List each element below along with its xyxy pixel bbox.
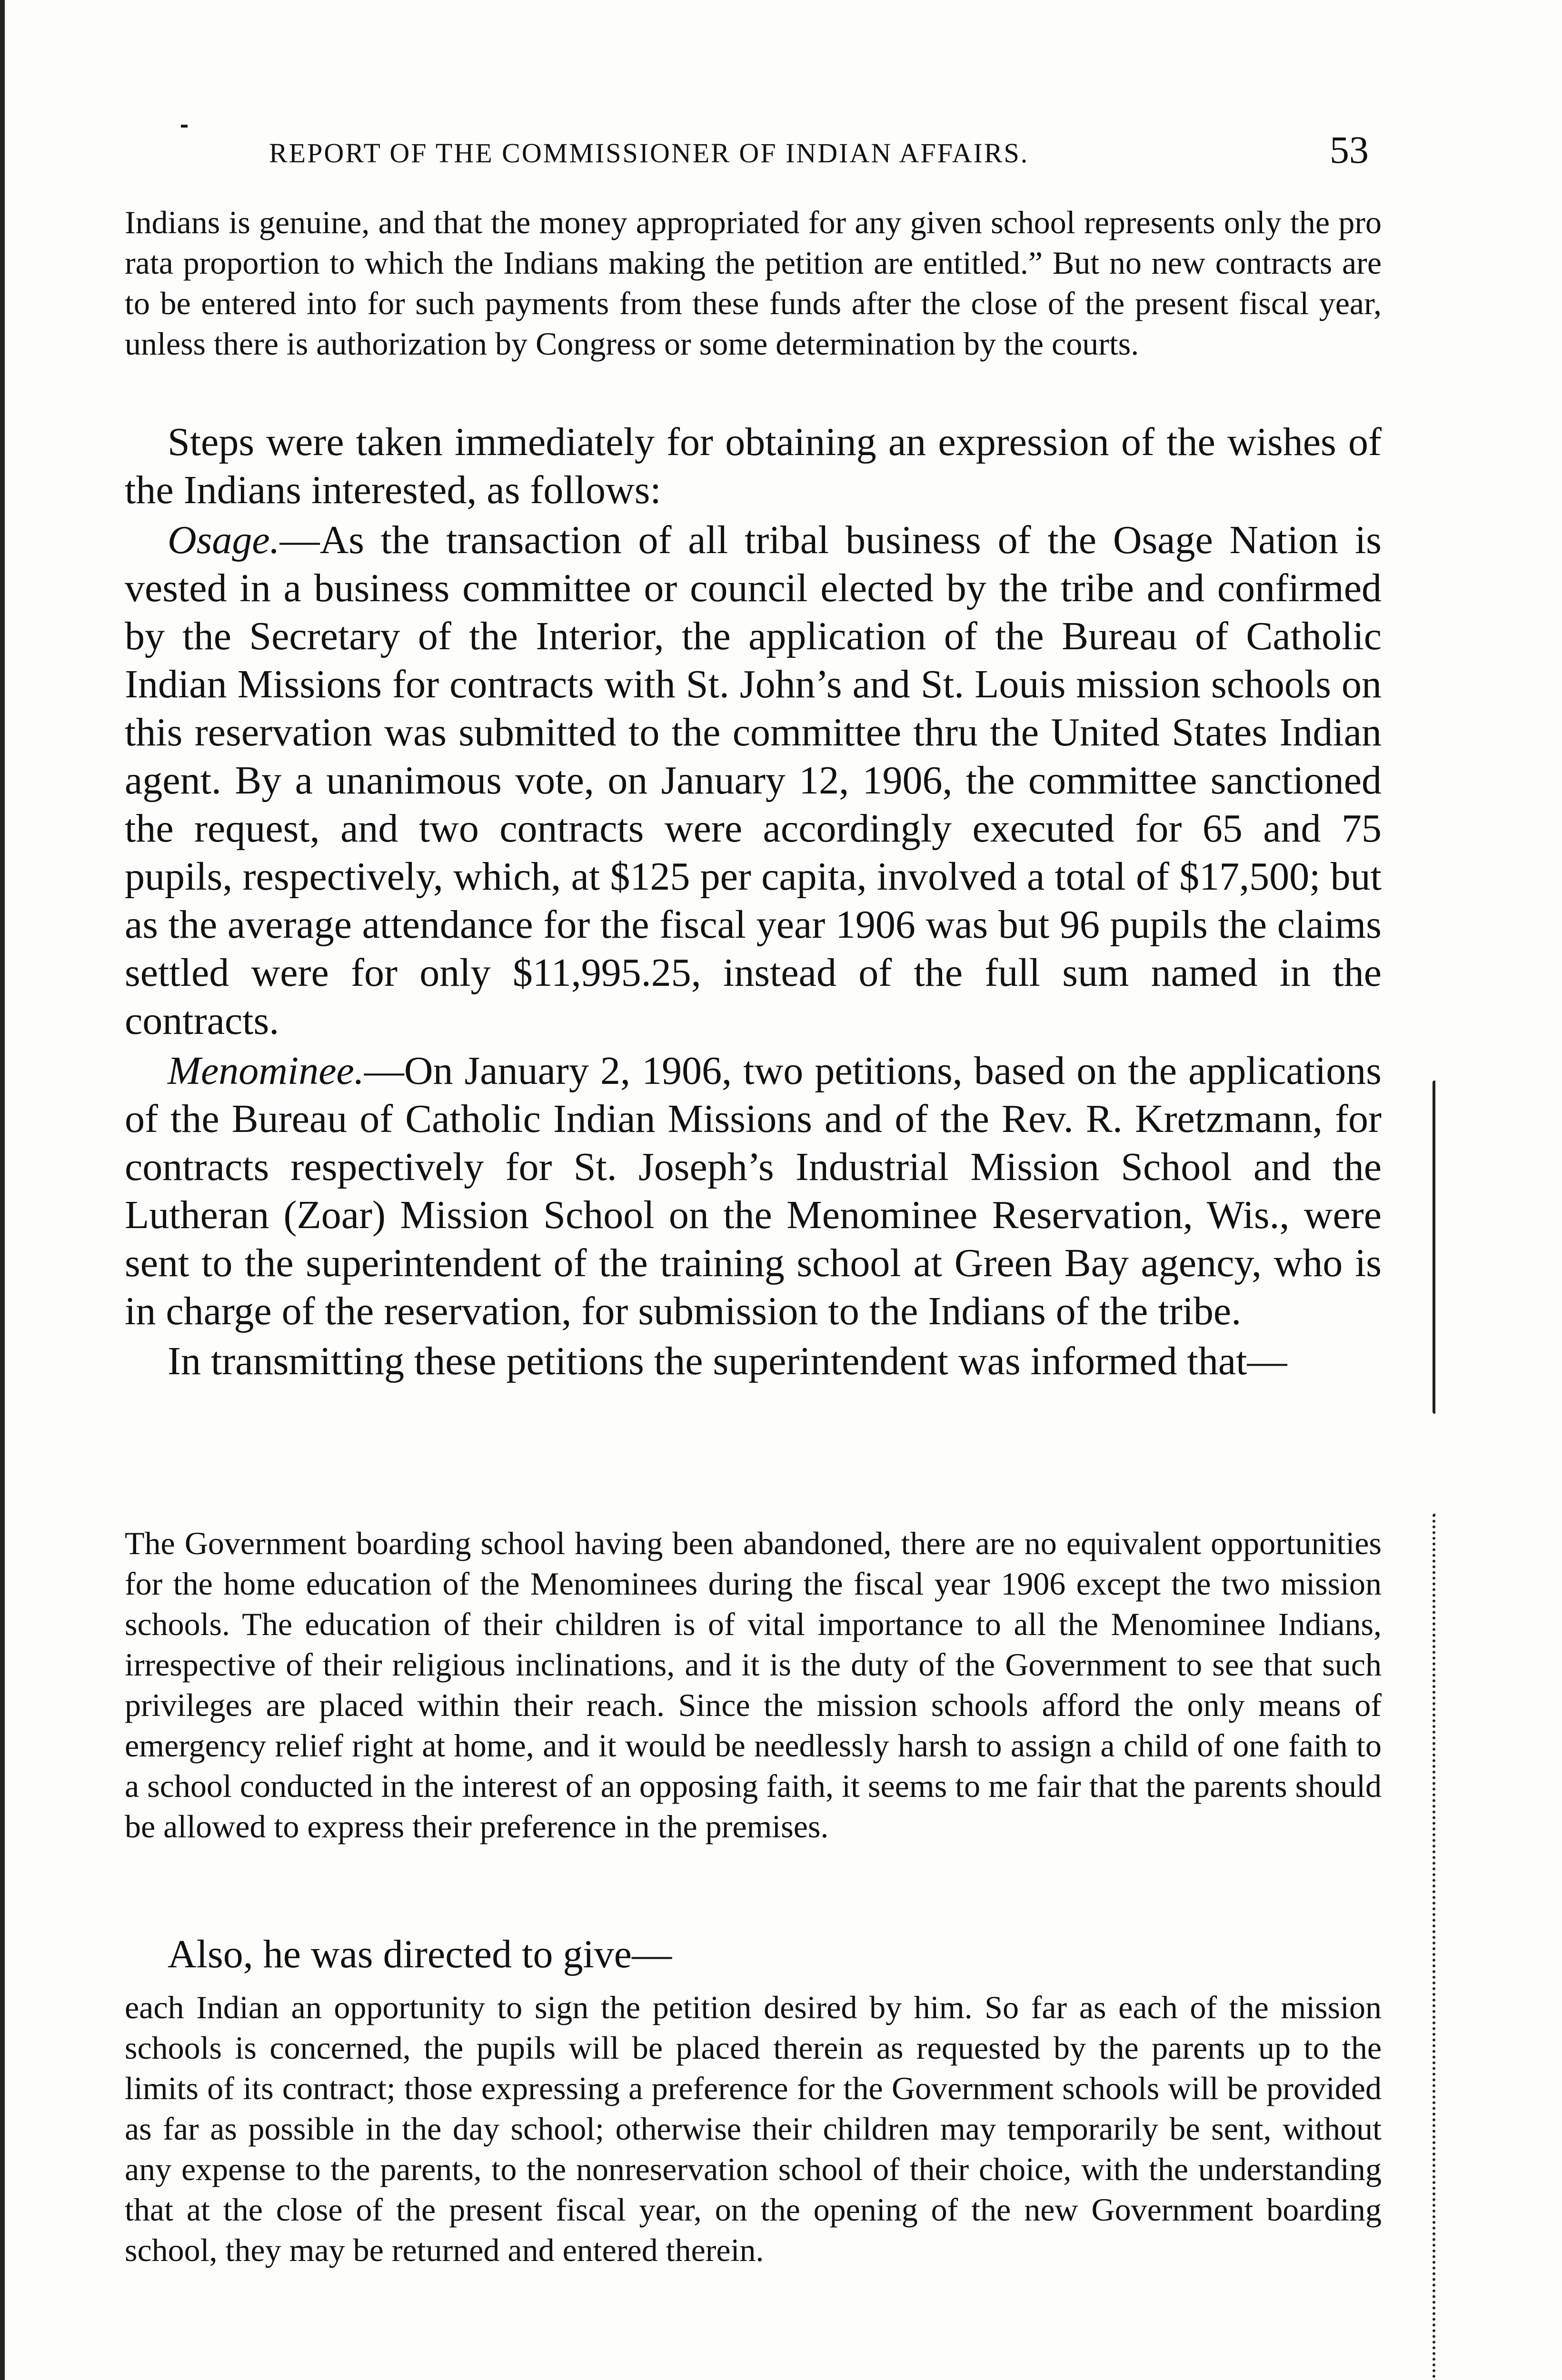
main-body bbox=[125, 418, 1382, 1385]
margin-bracket-upper bbox=[1433, 1081, 1439, 1414]
osage-paragraph bbox=[125, 516, 1382, 1045]
quote-2-text: each Indian an opportunity to sign the petition desired by him. So far as each of the mission schools is concerned, the pupils will be placed therein as requested by the parents up to the limits of its contract; those expressing a preference for the Government schools will be provided as far as possible in the day school; otherwise their children may temporarily be sent, without any expense to the parents, to the nonreservation school of their choice, with the understanding that at the close of the present fiscal year, on the opening of the new Government boarding school, they may be returned and entered therein. bbox=[125, 1989, 1382, 2268]
also-paragraph: Also, he was directed to give— bbox=[168, 1932, 672, 1976]
quote-block-1 bbox=[125, 1523, 1382, 1847]
menominee-text: —On January 2, 1906, two petitions, based on the applications of the Bureau of Catholic Indian Missions and of the Rev. R. Kretzmann, for contracts respectively for St. Joseph’s Industrial Mission School and the Lutheran (Zoar) Mission School on the Menominee Reservation, Wis., were sent to the superintendent of the training school at Green Bay agency, who is in charge of the reservation, for submission to the Indians of the tribe. bbox=[125, 1049, 1382, 1333]
osage-heading: Osage. bbox=[168, 518, 280, 562]
menominee-heading: Menominee. bbox=[168, 1049, 364, 1093]
continuation-paragraph bbox=[125, 202, 1382, 364]
transmitting-paragraph: In transmitting these petitions the superintendent was informed that— bbox=[168, 1339, 1287, 1383]
quote-block-2 bbox=[125, 1987, 1382, 2271]
page-number: 53 bbox=[1330, 128, 1369, 171]
steps-paragraph: Steps were taken immediately for obtaining an expression of the wishes of the Indians interested, as follows: bbox=[125, 420, 1382, 512]
osage-text: —As the transaction of all tribal business of the Osage Nation is vested in a business committee or council elected by the tribe and confirmed by the Secretary of the Interior, the application of the Bureau of Catholic Indian Missions for contracts with St. John’s and St. Louis mission schools on this reservation was submitted to the committee thru the United States Indian agent. By a unanimous vote, on January 12, 1906, the committee sanctioned the request, and two contracts were accordingly executed for 65 and 75 pupils, respectively, which, at $125 per capita, involved a total of $17,500; but as the average attendance for the fiscal year 1906 was but 96 pupils the claims settled were for only $11,995.25, instead of the full sum named in the contracts. bbox=[125, 518, 1382, 1043]
menominee-paragraph bbox=[125, 1047, 1382, 1335]
stray-mark-top bbox=[181, 125, 188, 128]
running-head: REPORT OF THE COMMISSIONER OF INDIAN AFFAIRS. bbox=[269, 138, 1029, 169]
quote-1-text: The Government boarding school having been abandoned, there are no equivalent opportunities for the home education of the Menominees during the fiscal year 1906 except the two mission schools. The education of their children is of vital importance to all the Menominee Indians, irrespective of their religious inclinations, and it is the duty of the Government to see that such privileges are placed within their reach. Since the mission schools afford the only means of emergency relief right at home, and it would be needlessly harsh to assign a child of one faith to a school conducted in the interest of an opposing faith, it seems to me fair that the parents should be allowed to express their preference in the premises. bbox=[125, 1525, 1382, 1844]
page-header bbox=[126, 128, 1369, 180]
margin-bracket-lower bbox=[1433, 1514, 1439, 2380]
also-block bbox=[125, 1930, 1382, 1978]
continuation-text: Indians is genuine, and that the money appropriated for any given school represents only the pro rata proportion to which the Indians making the petition are entitled.” But no new contracts are to be entered into for such payments from these funds after the close of the present fiscal year, unless there is authorization by Congress or some determination by the courts. bbox=[125, 204, 1382, 362]
scan-edge bbox=[0, 0, 5, 2380]
